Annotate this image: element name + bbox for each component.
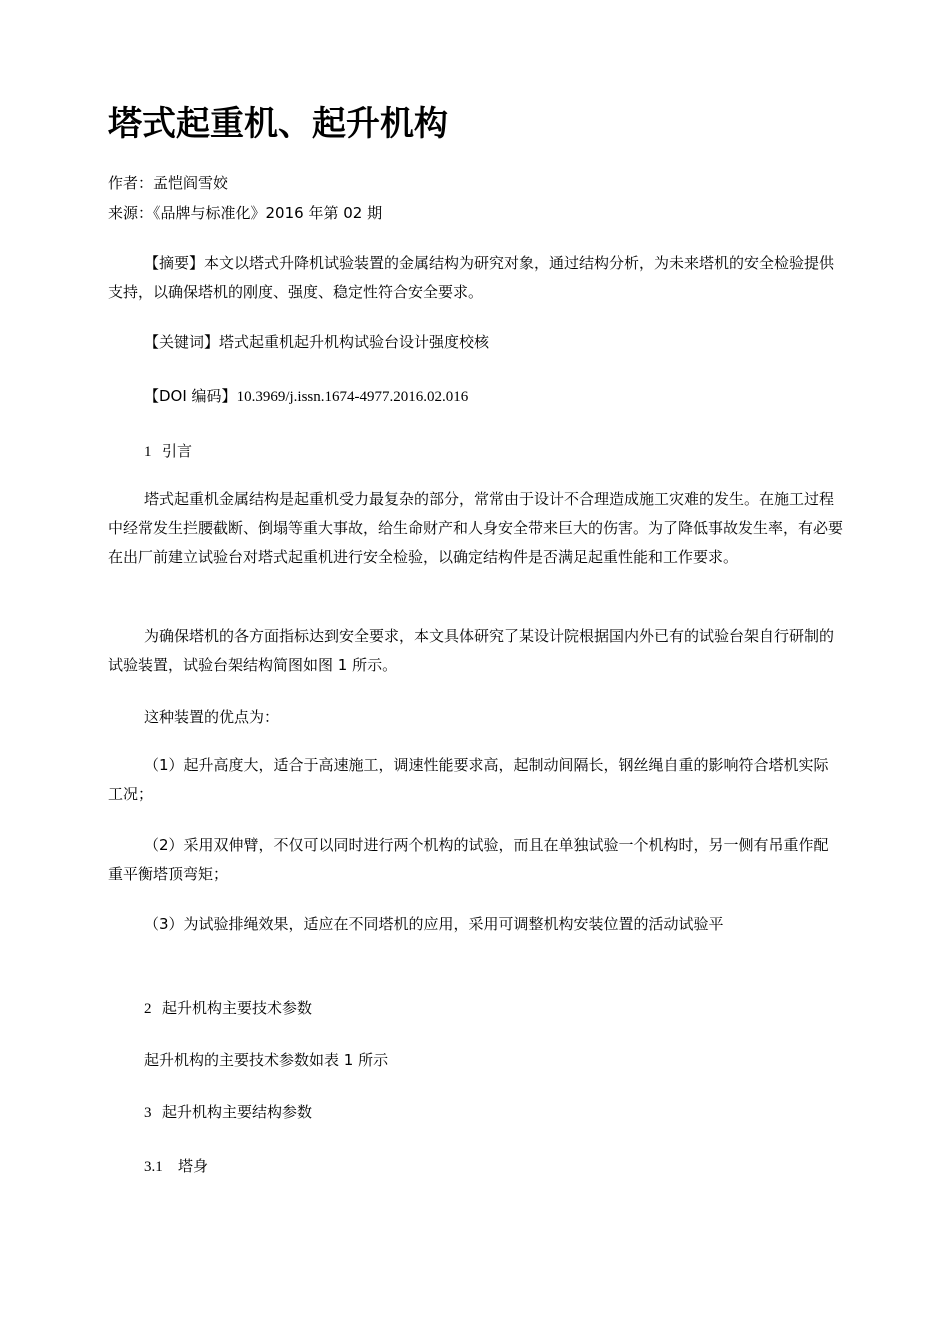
section-1-title: 引言 (162, 442, 193, 460)
intro-paragraph-1: 塔式起重机金属结构是起重机受力最复杂的部分，常常由于设计不合理造成施工灾难的发生。在施工过程中经常发生拦腰截断、倒塌等重大事故，给生命财产和人身安全带来巨大的伤害。为了降低事故发生率，有必要在出厂前建立试验台对塔式起重机进行安全检验，以确定结构件是否满足起重性能和工作要求。 (108, 490, 844, 566)
doi-label: 【DOI 编码】 (144, 387, 237, 405)
section-2-number: 2 (144, 1001, 152, 1017)
doi-value: 10.3969/j.issn.1674-4977.2016.02.016 (236, 389, 469, 405)
advantage-item-3: （3）为试验排绳效果，适应在不同塔机的应用，采用可调整机构安装位置的活动试验平 (144, 915, 724, 933)
article-title: 塔式起重机、起升机构 (108, 104, 448, 144)
section-2-title: 起升机构主要技术参数 (162, 999, 313, 1017)
advantages-intro: 这种装置的优点为： (144, 708, 280, 726)
author-line: 作者：孟恺阎雪姣 (108, 174, 229, 192)
section-1-number: 1 (144, 444, 152, 460)
source-line: 来源：《品牌与标准化》2016 年第 02 期 (108, 204, 383, 222)
section-3-1-heading (144, 1155, 208, 1178)
abstract-paragraph: 【摘要】本文以塔式升降机试验装置的金属结构为研究对象，通过结构分析，为未来塔机的安全检验提供支持，以确保塔机的刚度、强度、稳定性符合安全要求。 (108, 254, 835, 301)
advantage-item-2: （2）采用双伸臂，不仅可以同时进行两个机构的试验，而且在单独试验一个机构时，另一侧有吊重作配重平衡塔顶弯矩； (108, 836, 829, 883)
section-3-1-title: 塔身 (178, 1157, 209, 1175)
section-2-heading (144, 997, 312, 1020)
section-3-number: 3 (144, 1105, 152, 1121)
table-reference-line: 起升机构的主要技术参数如表 1 所示 (144, 1051, 389, 1069)
section-3-heading (144, 1101, 312, 1124)
section-3-1-number: 3.1 (144, 1159, 163, 1175)
advantage-item-1: （1）起升高度大，适合于高速施工，调速性能要求高，起制动间隔长，钢丝绳自重的影响符合塔机实际工况； (108, 756, 829, 803)
doi-paragraph (108, 382, 843, 412)
section-1-heading (144, 440, 192, 463)
section-3-title: 起升机构主要结构参数 (162, 1103, 313, 1121)
intro-paragraph-2: 为确保塔机的各方面指标达到安全要求，本文具体研究了某设计院根据国内外已有的试验台架自行研制的试验装置，试验台架结构简图如图 1 所示。 (108, 627, 835, 674)
keywords-paragraph: 【关键词】塔式起重机起升机构试验台设计强度校核 (144, 333, 490, 351)
